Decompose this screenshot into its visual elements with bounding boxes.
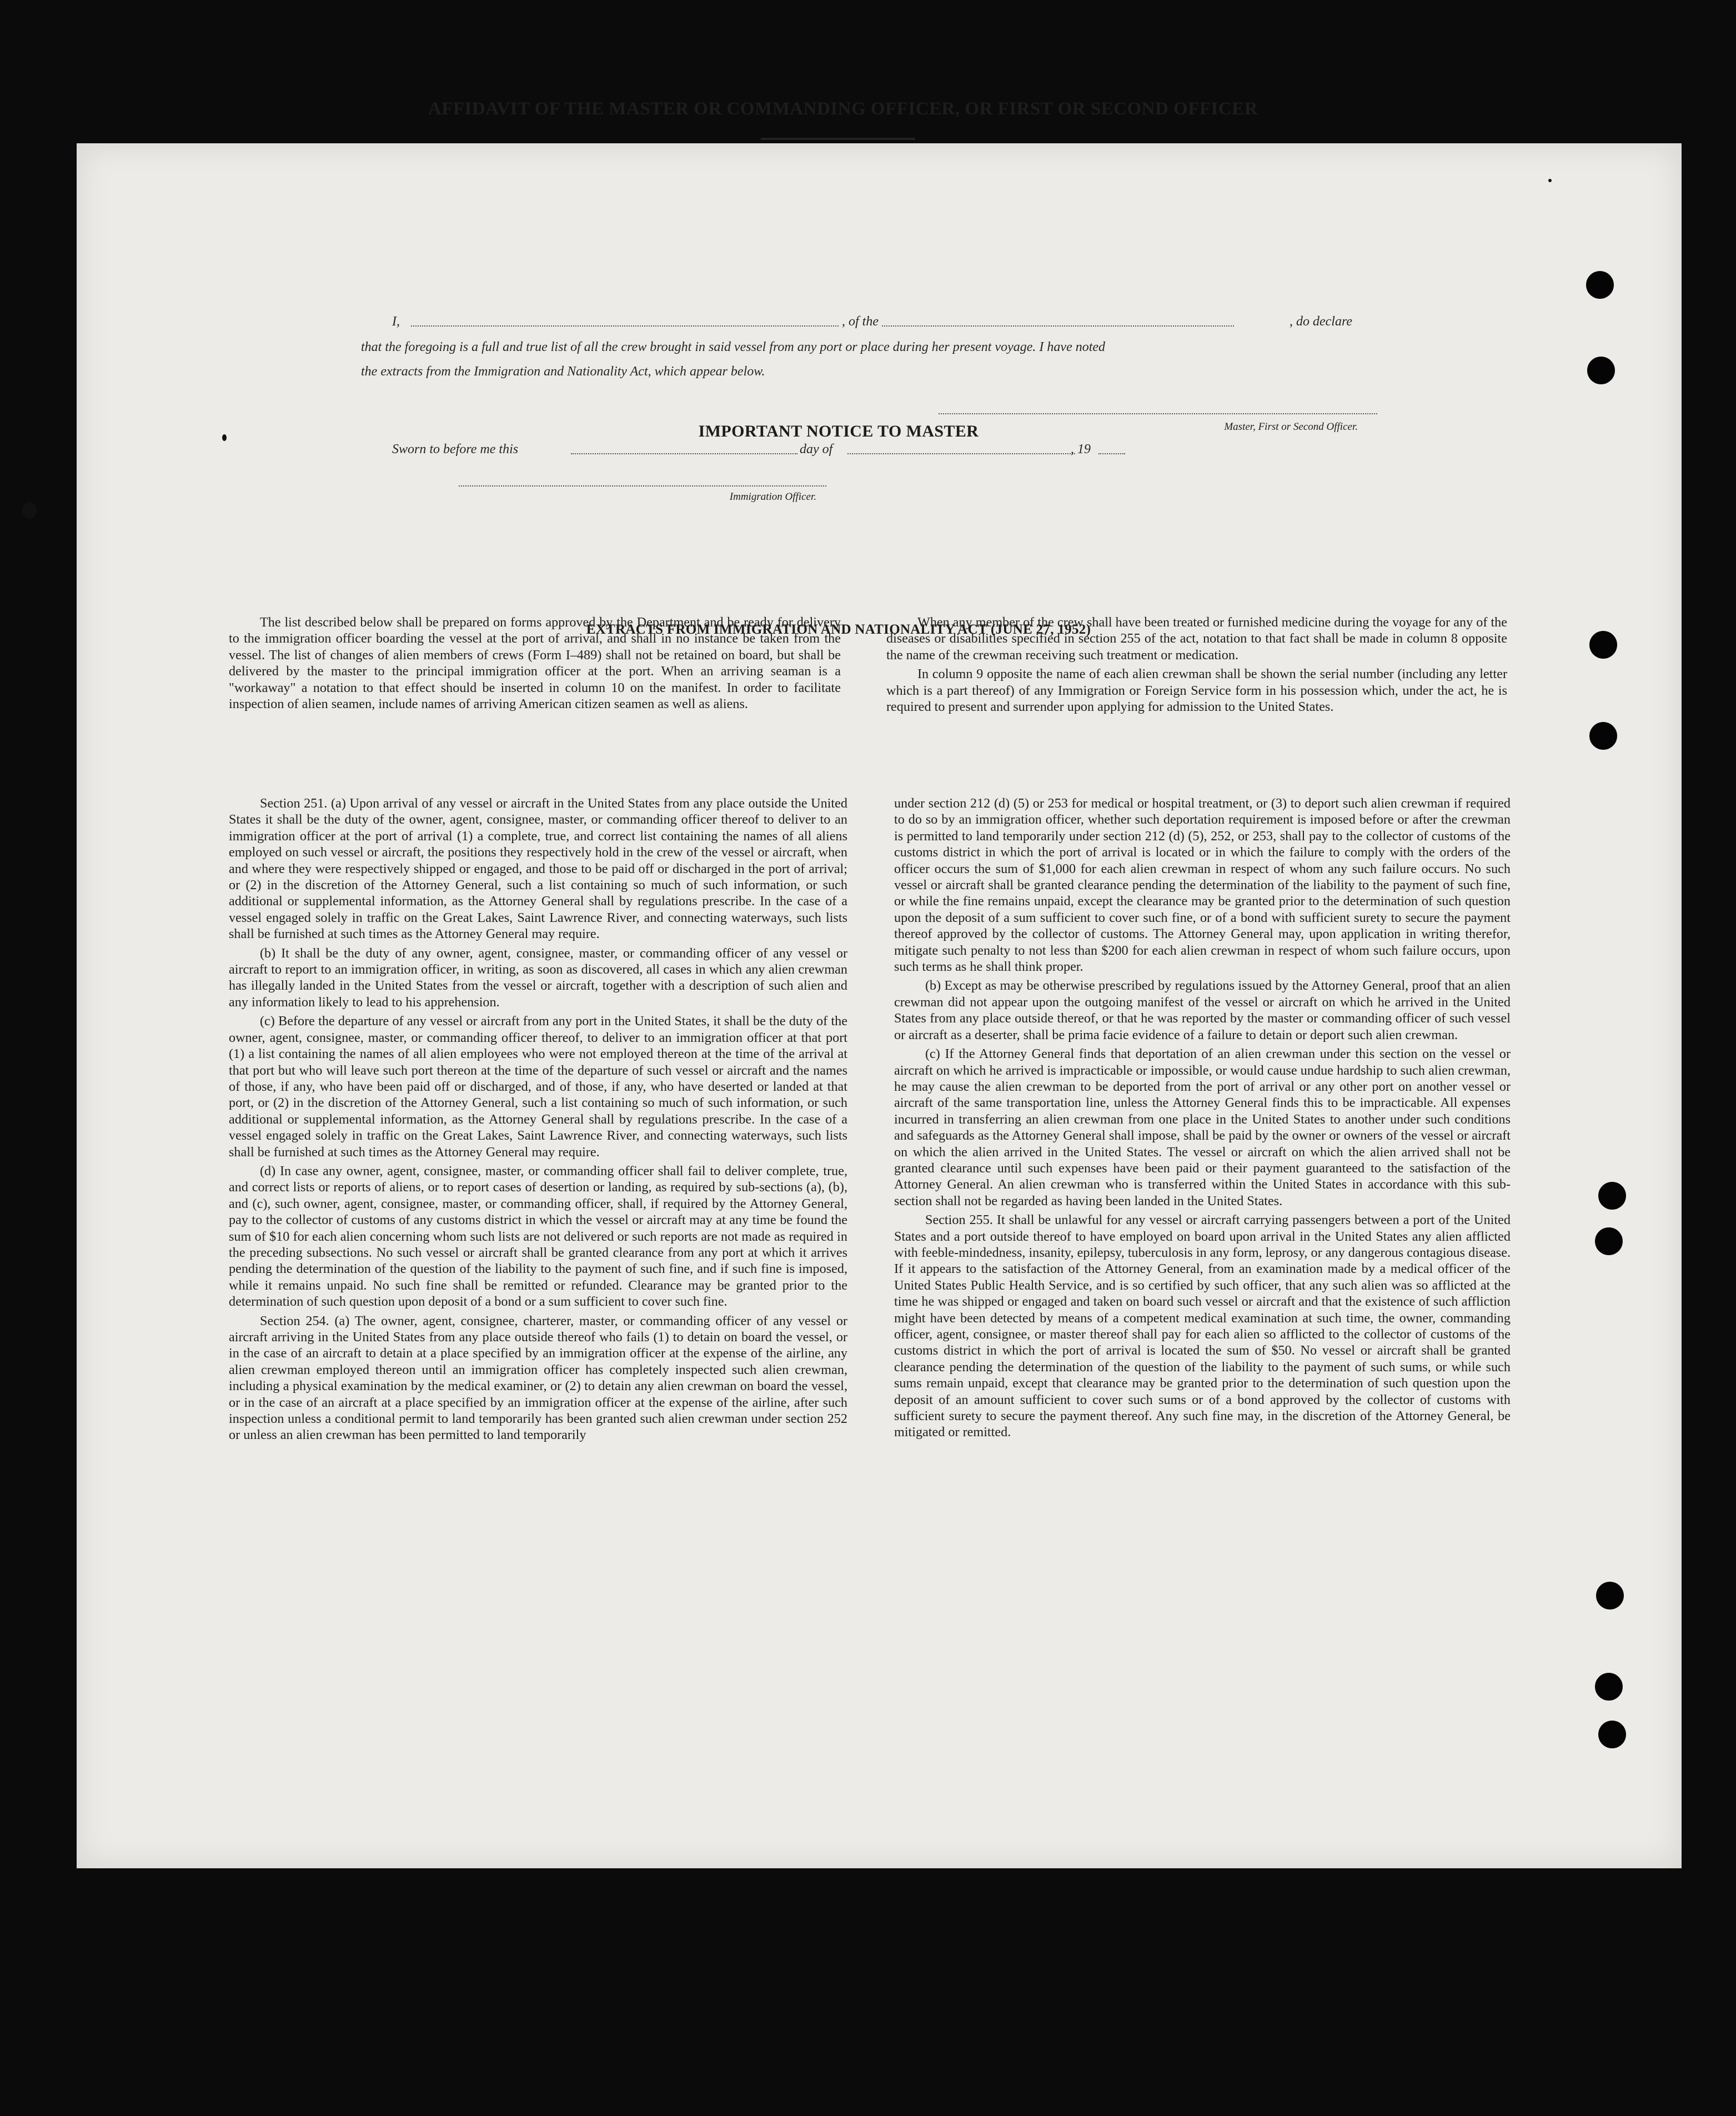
affidavit-line-1 <box>392 314 1375 331</box>
punch-hole <box>1595 1227 1623 1255</box>
officer-signature-line[interactable] <box>459 485 826 487</box>
vessel-field[interactable] <box>895 325 1234 327</box>
declare-label: , do declare <box>1287 314 1354 329</box>
section-251-b: (b) It shall be the duty of any owner, agent, consignee, master, or commanding officer of any vessel or aircraft to report to an immigration officer, in writing, as soon as discovered, all cases in which any alien crewman has illegally landed in the United States from the vessel or aircraft, together with a description of such alien and any information likely to lead to his apprehension. <box>229 945 847 1010</box>
title-rule <box>761 138 915 140</box>
punch-hole <box>1589 631 1617 659</box>
ink-speck <box>22 502 37 519</box>
year-label: , 19 <box>1071 442 1091 457</box>
sworn-day-field[interactable] <box>571 453 797 454</box>
extracts-left-column <box>229 795 847 1446</box>
punch-hole <box>1598 1182 1626 1210</box>
extracts-title: EXTRACTS FROM IMMIGRATION AND NATIONALITY ACT (JUNE 27, 1952) <box>586 622 1091 637</box>
master-signature-line[interactable] <box>939 413 1377 414</box>
sworn-month-field[interactable] <box>847 453 1075 454</box>
affidavit-line-3: the extracts from the Immigration and Nationality Act, which appear below. <box>361 364 765 379</box>
extracts-right-column <box>894 795 1511 1443</box>
section-254-a: Section 254. (a) The owner, agent, consignee, charterer, master, or commanding officer of any vessel or aircraft arriving in the United States from any place outside thereof who fails (1) to detain on board the vessel, or in the case of an aircraft to detain at a place specified by an immigration officer at the expense of the airline, any alien crewman employed thereon until an immigration officer has completely inspected such alien crewman, including a physical examination by the medical examiner, or (2) to detain any alien crewman on board the vessel, or in the case of an aircraft at a place specified by an immigration officer at the expense of the airline, after such inspection unless a conditional permit to land temporarily has been granted such alien crewman under section 252 or unless an alien crewman has been permitted to land temporarily <box>229 1313 847 1443</box>
punch-hole <box>1589 722 1617 750</box>
day-of-label: day of <box>800 442 833 457</box>
punch-hole <box>1586 271 1614 299</box>
section-254-c: (c) If the Attorney General finds that deportation of an alien crewman under this section on the vessel or aircraft on which he arrived is impracticable or impossible, or would cause undue hardship to such alien crewman, he may cause the alien crewman to be deported from the port of arrival or any other port on another vessel or aircraft of the same transportation line, unless the Attorney General finds this to be impracticable. All expenses incurred in transferring an alien crewman from one place in the United States to another under such conditions and safeguards as the Attorney General shall impose, shall be paid by the owner or owners of the vessel or aircraft on which the alien arrived in the United States. The vessel or aircraft on which the alien arrived shall not be granted clearance until such expenses have been paid or their payment guaranteed to the satisfaction of the Attorney General. An alien crewman who is transferred within the United States in accordance with this sub-section shall not be regarded as having been landed in the United States. <box>894 1046 1511 1209</box>
master-caption: Master, First or Second Officer. <box>1224 421 1358 433</box>
section-251-d: (d) In case any owner, agent, consignee, master, or commanding officer shall fail to deliver complete, true, and correct lists or reports of aliens, or to report cases of desertion or landing, as required by sub-sections (a), (b), and (c), such owner, agent, consignee, master, or commanding officer, shall, if required by the Attorney General, pay to the collector of customs of any customs district in which the vessel or aircraft may at any time be found the sum of $10 for each alien concerning whom such lists are not delivered or such reports are not made as required in the preceding subsections. No such vessel or aircraft shall be granted clearance from any port at which it arrives pending the determination of the question of the liability to the payment of such fine, and if such fine is imposed, while it remains unpaid. No such fine shall be remitted or refunded. Clearance may be granted prior to the determination of such question upon deposit of a bond or a sum sufficient to cover such fine. <box>229 1163 847 1310</box>
section-254-b: (b) Except as may be otherwise prescribed by regulations issued by the Attorney General, proof that an alien crewman did not appear upon the outgoing manifest of the vessel or aircraft on which he arrived in the United States from any place outside thereof, or that he was reported by the master or commanding officer of such vessel or aircraft as a deserter, shall be prima facie evidence of a failure to detain or deport such alien crewman. <box>894 978 1511 1042</box>
affidavit-title: AFFIDAVIT OF THE MASTER OR COMMANDING OFFICER, OR FIRST OR SECOND OFFICER <box>428 99 1258 119</box>
punch-hole <box>1595 1673 1623 1701</box>
affidavit-i-label: I, <box>392 314 400 329</box>
ink-speck <box>222 434 227 441</box>
section-251-a: Section 251. (a) Upon arrival of any vessel or aircraft in the United States from any place outside the United States it shall be the duty of the owner, agent, consignee, master, or commanding officer thereof to deliver to an immigration officer at the port of arrival (1) a complete, true, and correct list containing the names of all aliens employed on such vessel or aircraft, the positions they respectively hold in the crew of the vessel or aircraft, when and where they were respectively shipped or engaged, and those to be paid off or discharged in the port of arrival; or (2) in the discretion of the Attorney General, such a list containing so much of such information, or such additional or supplemental information, as the Attorney General shall by regulations prescribe. In the case of a vessel engaged solely in traffic on the Great Lakes, Saint Lawrence River, and connecting waterways, such lists shall be furnished at such times as the Attorney General may require. <box>229 796 847 942</box>
punch-hole <box>1587 357 1615 384</box>
punch-hole <box>1596 1582 1624 1609</box>
sworn-year-field[interactable] <box>1098 453 1125 454</box>
notice-right-paragraph-1: When any member of the crew shall have been treated or furnished medicine during the voyage for any of the diseases or disabilities specified in section 255 of the act, notation to that fact shall be made in column 8 opposite the name of the crewman receiving such treatment or medication. <box>886 615 1507 663</box>
affidavit-line-2: that the foregoing is a full and true list of all the crew brought in said vessel from any port or place during her present voyage. I have noted <box>361 340 1106 354</box>
notice-title: IMPORTANT NOTICE TO MASTER <box>698 422 979 440</box>
section-254-a-continued: under section 212 (d) (5) or 253 for medical or hospital treatment, or (3) to deport such alien crewman if required to do so by an immigration officer, whether such deportation requirement is imposed before or after the crewman is permitted to land temporarily under section 212 (d) (5), 252, or 253, shall pay to the collector of customs of the customs district in which the port of arrival is located or in which the failure to comply with the orders of the officer occurs the sum of $1,000 for each alien crewman in respect of whom any such failure occurs. No such vessel or aircraft shall be granted clearance pending the determination of the liability to the payment of such fine, or while the fine remains unpaid, except the clearance may be granted prior to the determination of such question upon the deposit of a sum sufficient to cover such fine, or of a bond with sufficient surety to secure the payment thereof approved by the collector of customs. The Attorney General may, upon application in writing therefor, mitigate such penalty to not less than $200 for each alien crewman in respect of whom such failure occurs, upon such terms as he shall think proper. <box>894 796 1511 975</box>
section-251-c: (c) Before the departure of any vessel or aircraft from any port in the United States, it shall be the duty of the owner, agent, consignee, master, or commanding officer thereof, to deliver to an immigration officer at that port (1) a list containing the names of all alien employees who were not employed thereon at the time of the arrival at that port but who will leave such port thereon at the time of the departure of such vessel or aircraft and the names of those, if any, who have been paid off or discharged, and of those, if any, who have deserted or landed at that port, or (2) in the discretion of the Attorney General, such a list containing so much of such information, or such additional or supplemental information, as the Attorney General shall by regulations prescribe. In the case of a vessel engaged solely in traffic on the Great Lakes, Saint Lawrence River, and connecting waterways, such lists shall be furnished at such times as the Attorney General may require. <box>229 1014 847 1160</box>
officer-caption: Immigration Officer. <box>729 491 816 503</box>
notice-left-paragraph: The list described below shall be prepared on forms approved by the Department and be ready for delivery to the immigration officer boarding the vessel at the port of arrival, and shall in no instance be taken from the vessel. The list of changes of alien members of crews (Form I–489) shall not be retained on board, but shall be delivered by the master to the principal immigration officer at the port. When an arriving seaman is a "workaway" a notation to that effect should be inserted in column 10 on the manifest. In order to facilitate inspection of alien seamen, include names of arriving American citizen seamen as well as aliens. <box>229 615 841 712</box>
section-255: Section 255. It shall be unlawful for any vessel or aircraft carrying passengers between a port of the United States and a port outside thereof to have employed on board upon arrival in the United States any alien afflicted with feeble-mindedness, insanity, epilepsy, tuberculosis in any form, leprosy, or any dangerous contagious disease. If it appears to the satisfaction of the Attorney General, from an examination made by a medical officer of the United States Public Health Service, and is so certified by such officer, that any such alien was so afflicted at the time he was shipped or engaged and taken on board such vessel or aircraft and that the existence of such affliction might have been detected by means of a competent medical examination at such time, the owner, commanding officer, agent, consignee, or master thereof shall pay for each alien so afflicted to the collector of customs of the customs district in which the port of arrival is located the sum of $50. No vessel or aircraft shall be granted clearance pending the determination of the question of the liability to the payment of such sums, or while such sums remain unpaid, except that clearance may be granted prior to the determination of such question upon the deposit of an amount sufficient to cover such sums or of a bond approved by the collector of customs with sufficient surety to secure the payment thereof. Any such fine may, in the discretion of the Attorney General, be mitigated or remitted. <box>894 1212 1511 1440</box>
punch-hole <box>1598 1721 1626 1748</box>
sworn-line <box>392 442 1125 459</box>
of-the-label: , of the <box>840 314 881 329</box>
notice-right-paragraph-2: In column 9 opposite the name of each alien crewman shall be shown the serial number (including any letter which is a part thereof) of any Immigration or Foreign Service form in his possession which, under the act, he is required to present and surrender upon applying for admission to the United States. <box>886 666 1507 715</box>
ink-speck <box>1548 179 1552 182</box>
sworn-label: Sworn to before me this <box>392 442 519 457</box>
